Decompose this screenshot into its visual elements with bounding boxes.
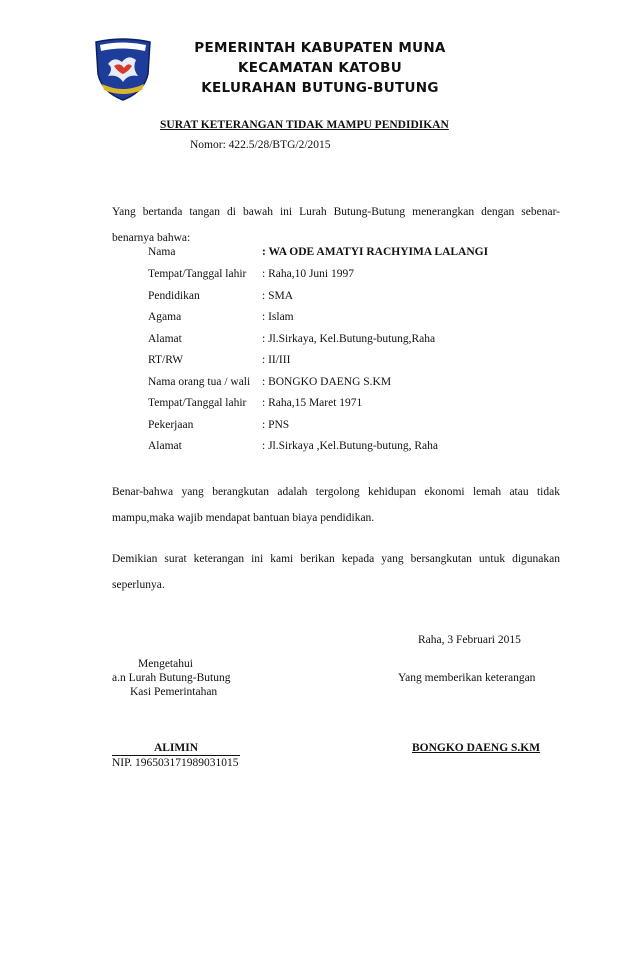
field-label: Tempat/Tanggal lahir (148, 268, 247, 280)
left-signatory-nip: NIP. 196503171989031015 (112, 757, 239, 769)
on-behalf-label: a.n Lurah Butung-Butung (112, 672, 231, 684)
field-value: : Raha,10 Juni 1997 (262, 268, 354, 280)
letter-number: Nomor: 422.5/28/BTG/2/2015 (190, 139, 331, 151)
right-signatory-name: BONGKO DAENG S.KM (412, 742, 541, 754)
field-value: : BONGKO DAENG S.KM (262, 376, 392, 388)
field-value: : WA ODE AMATYI RACHYIMA LALANGI (262, 246, 489, 258)
place-date: Raha, 3 Februari 2015 (418, 634, 521, 646)
field-value: : Islam (262, 311, 294, 323)
field-label: Pekerjaan (148, 419, 194, 431)
field-label: Tempat/Tanggal lahir (148, 397, 247, 409)
left-signatory-name: ALIMIN (112, 742, 240, 756)
field-value: : Jl.Sirkaya, Kel.Butung-butung,Raha (262, 333, 436, 345)
field-label: RT/RW (148, 354, 184, 366)
field-value: : II/III (262, 354, 291, 366)
field-label: Agama (148, 311, 182, 323)
field-label: Pendidikan (148, 290, 200, 302)
field-value: : Jl.Sirkaya ,Kel.Butung-butung, Raha (262, 440, 438, 452)
field-value: : SMA (262, 290, 293, 302)
header-government: PEMERINTAH KABUPATEN MUNA (194, 40, 446, 56)
section-head-label: Kasi Pemerintahan (130, 686, 218, 698)
field-label: Nama orang tua / wali (148, 376, 251, 388)
regency-logo (92, 36, 154, 102)
issuer-label: Yang memberikan keterangan (398, 672, 536, 684)
header-village: KELURAHAN BUTUNG-BUTUNG (201, 80, 439, 96)
acknowledged-label: Mengetahui (138, 658, 193, 670)
closing-paragraph: Demikian surat keterangan ini kami berikan kepada yang bersangkutan untuk digunakan seperlunya. (112, 553, 560, 591)
letter-title: SURAT KETERANGAN TIDAK MAMPU PENDIDIKAN (160, 119, 449, 131)
field-value: : Raha,15 Maret 1971 (262, 397, 363, 409)
intro-paragraph: Yang bertanda tangan di bawah ini Lurah Butung-Butung menerangkan dengan sebenar-benarnya bahwa: (112, 206, 560, 244)
field-value: : PNS (262, 419, 290, 431)
field-label: Alamat (148, 440, 182, 452)
field-label: Nama (148, 246, 176, 258)
statement-paragraph: Benar-bahwa yang berangkutan adalah tergolong kehidupan ekonomi lemah atau tidak mampu,maka wajib mendapat bantuan biaya pendidikan. (112, 486, 560, 524)
header-district: KECAMATAN KATOBU (237, 60, 403, 76)
field-label: Alamat (148, 333, 182, 345)
